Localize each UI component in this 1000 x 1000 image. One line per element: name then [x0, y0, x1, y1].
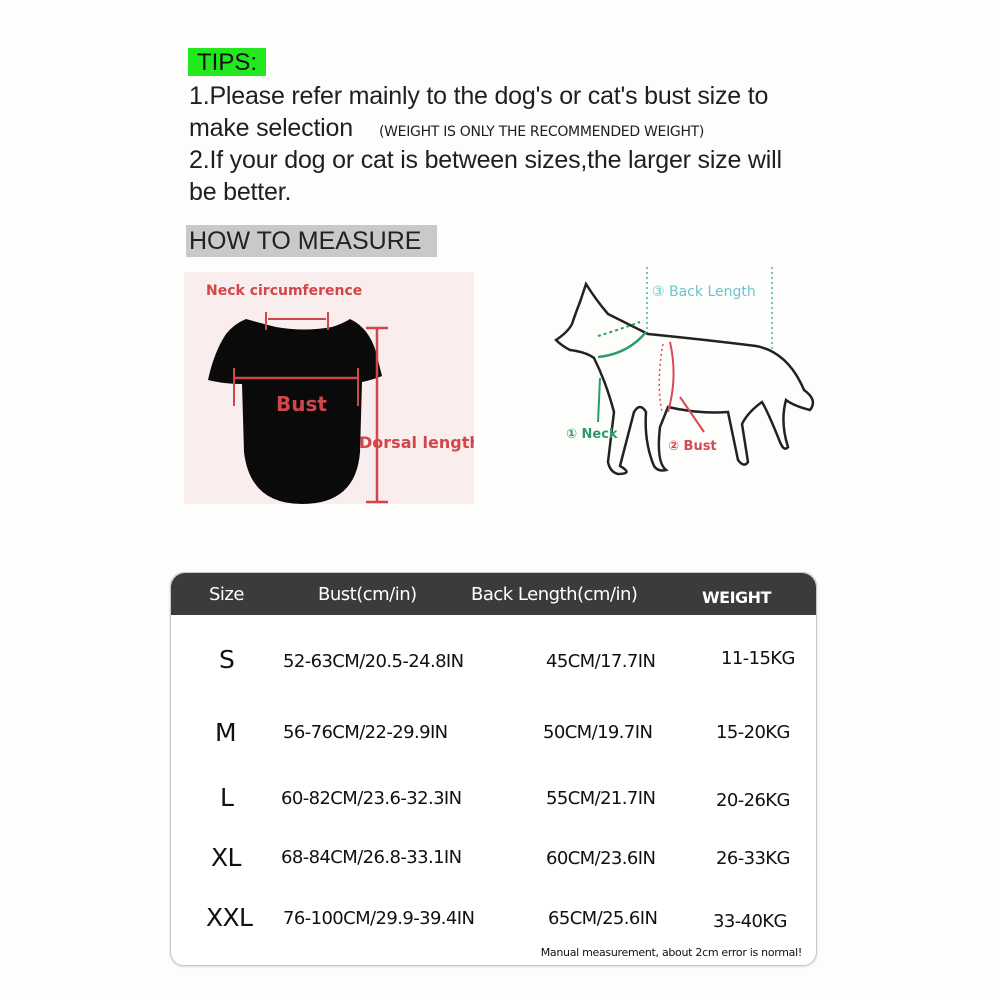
back-length-cell: 65CM/25.6IN	[548, 908, 658, 929]
header-bust: Bust(cm/in)	[318, 584, 417, 605]
size-cell: L	[220, 783, 234, 812]
bust-cell: 68-84CM/26.8-33.1IN	[281, 847, 462, 868]
dog-outline-icon	[548, 262, 833, 484]
table-header	[171, 573, 816, 615]
bust-cell: 56-76CM/22-29.9IN	[283, 722, 448, 743]
weight-note: (WEIGHT IS ONLY THE RECOMMENDED WEIGHT)	[378, 124, 705, 140]
back-length-cell: 55CM/21.7IN	[546, 788, 656, 809]
tip-2-line-2: be better.	[189, 178, 292, 206]
tip-1-line-1: 1.Please refer mainly to the dog's or cat's bust size to	[189, 82, 769, 110]
how-to-measure-heading	[186, 225, 437, 257]
svg-text:③ Back Length: ③ Back Length	[652, 284, 756, 300]
tips-badge	[188, 48, 266, 76]
tip-2-line-1: 2.If your dog or cat is between sizes,the larger size will	[189, 146, 782, 174]
svg-text:Dorsal length: Dorsal length	[359, 433, 474, 452]
shirt-icon	[184, 272, 474, 504]
table-row	[171, 718, 816, 758]
svg-text:Bust: Bust	[276, 392, 327, 416]
tips-badge-label: TIPS:	[197, 49, 258, 76]
size-cell: XL	[211, 843, 241, 872]
header-weight: WEIGHT	[702, 588, 771, 607]
weight-cell: 20-26KG	[716, 790, 790, 811]
weight-cell: 33-40KG	[713, 911, 787, 932]
measurement-footnote: Manual measurement, about 2cm error is normal!	[540, 946, 802, 959]
shirt-measure-diagram	[184, 272, 474, 504]
bust-cell: 60-82CM/23.6-32.3IN	[281, 788, 462, 809]
table-row	[171, 645, 816, 685]
size-cell: M	[215, 718, 236, 747]
back-length-cell: 60CM/23.6IN	[546, 848, 656, 869]
svg-text:② Bust: ② Bust	[668, 439, 717, 454]
weight-cell: 15-20KG	[716, 722, 790, 743]
dog-measure-diagram	[548, 262, 833, 484]
svg-text:Neck circumference: Neck circumference	[206, 283, 363, 299]
how-to-measure-title: HOW TO MEASURE	[189, 227, 422, 255]
table-row	[171, 903, 816, 943]
bust-cell: 76-100CM/29.9-39.4IN	[283, 908, 475, 929]
header-back-length: Back Length(cm/in)	[471, 584, 638, 605]
tip-1-line-2	[189, 114, 704, 143]
bust-cell: 52-63CM/20.5-24.8IN	[283, 651, 464, 672]
back-length-cell: 50CM/19.7IN	[543, 722, 653, 743]
table-row	[171, 783, 816, 823]
header-size: Size	[209, 584, 244, 605]
weight-cell: 11-15KG	[721, 648, 795, 669]
weight-cell: 26-33KG	[716, 848, 790, 869]
table-row	[171, 843, 816, 883]
size-cell: S	[219, 645, 235, 674]
tip-1-text: make selection	[189, 114, 353, 142]
svg-text:① Neck: ① Neck	[566, 427, 618, 442]
back-length-cell: 45CM/17.7IN	[546, 651, 656, 672]
size-cell: XXL	[206, 903, 253, 932]
size-chart-table	[170, 572, 817, 966]
